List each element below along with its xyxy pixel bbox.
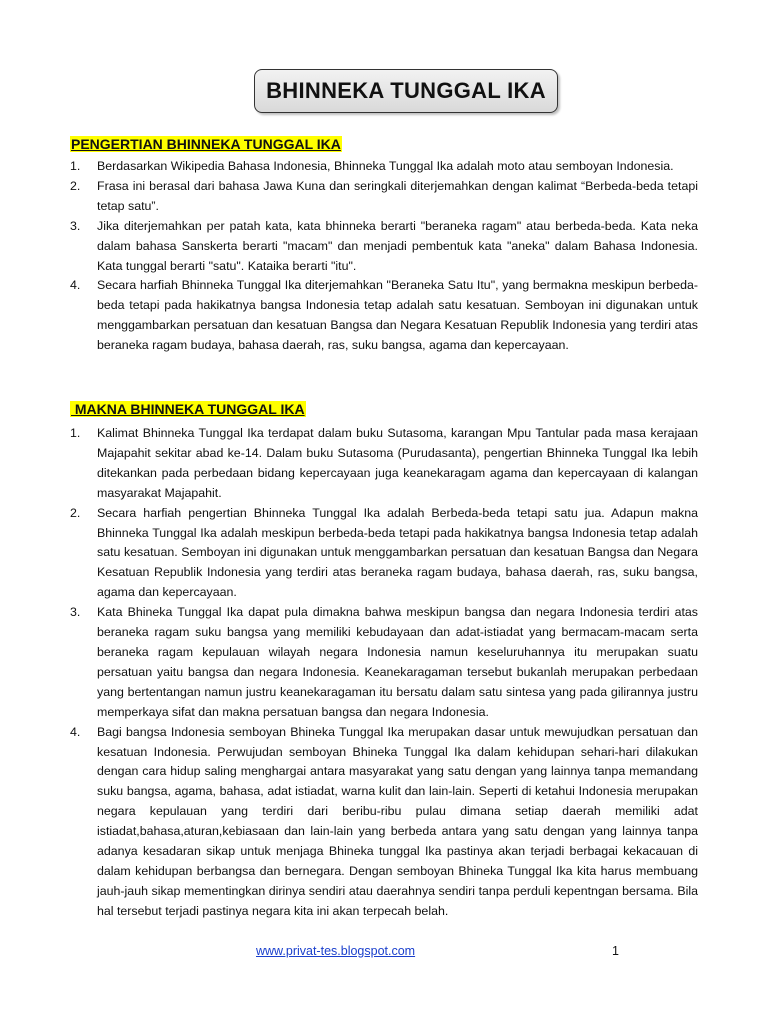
- page-title-text: BHINNEKA TUNGGAL IKA: [266, 78, 546, 103]
- list-item-number: 3.: [70, 218, 81, 233]
- list-item-text: Bagi bangsa Indonesia semboyan Bhineka Tunggal Ika merupakan dasar untuk mewujudkan persatuan dan kesatuan Indonesia. Perwujudan semboyan Bhineka Tunggal Ika dalam kehidupan sehari-hari dilakukan dengan cara hidup saling menghargai antara masyarakat yang satu dengan yang lainnya tanpa memandang suku bangsa, agama, bahasa, adat istiadat, warna kulit dan lain-lain. Seperti di ketahui Indonesia merupakan negara kepulauan yang terdiri dari beribu-ribu pulau dimana setiap daerah memiliki adat istiadat,bahasa,aturan,kebiasaan dan lain-lain yang berbeda antara yang satu dengan yang lainnya tanpa adanya kesadaran sikap untuk menjaga Bhineka tunggal Ika pastinya akan terjadi berbagai kekacauan di dalam kehidupan berbangsa dan bernegara. Dengan semboyan Bhineka Tunggal Ika kita harus membuang jauh-jauh sikap mementingkan dirinya sendiri atau daerahnya sendiri tanpa perduli kepentngan bersama. Bila hal tersebut terjadi pastinya negara kita ini akan terpecah belah.: [97, 724, 698, 918]
- list-item: [70, 276, 698, 356]
- list-item: [70, 217, 698, 277]
- list-item-text: Kata Bhineka Tunggal Ika dapat pula dimakna bahwa meskipun bangsa dan negara Indonesia terdiri atas beraneka ragam suku bangsa yang memiliki kebudayaan dan adat-istiadat yang bermacam-macam serta beraneka ragam kepulauan wilayah negara Indonesia namun keseluruhannya itu merupakan suatu persatuan yaitu bangsa dan negara Indonesia. Keanekaragaman tersebut bukanlah merupakan perbedaan yang bertentangan namun justru keanekaragaman itu bersatu dalam satu sintesa yang pada gilirannya justru memperkaya sifat dan makna persatuan bangsa dan negara Indonesia.: [97, 605, 698, 719]
- list-item: [70, 504, 698, 604]
- list-item-number: 3.: [70, 605, 81, 620]
- list-item-number: 2.: [70, 505, 81, 520]
- list-item-text: Secara harfiah Bhinneka Tunggal Ika diterjemahkan "Beraneka Satu Itu", yang bermakna meskipun berbeda-beda tetapi pada hakikatnya bangsa Indonesia tetap adalah satu kesatuan. Semboyan ini digunakan untuk menggambarkan persatuan dan kesatuan Bangsa dan Negara Kesatuan Republik Indonesia yang terdiri atas beraneka ragam budaya, bahasa daerah, ras, suku bangsa, agama dan kepercayaan.: [97, 278, 698, 353]
- list-item-number: 2.: [70, 178, 81, 193]
- page-number: 1: [612, 944, 619, 958]
- list-item: [70, 157, 698, 177]
- section-heading-makna: MAKNA BHINNEKA TUNGGAL IKA: [71, 401, 305, 417]
- list-item-text: Frasa ini berasal dari bahasa Jawa Kuna dan seringkali diterjemahkan dengan kalimat “Berbeda-beda tetapi tetap satu”.: [97, 178, 698, 213]
- list-item-text: Secara harfiah pengertian Bhinneka Tunggal Ika adalah Berbeda-beda tetapi satu jua. Adapun makna Bhinneka Tunggal Ika adalah meskipun berbeda-beda tetapi pada hakikatnya bangsa Indonesia tetap adalah satu kesatuan. Semboyan ini digunakan untuk menggambarkan persatuan dan kesatuan Bangsa dan Negara Kesatuan Republik Indonesia yang terdiri atas beraneka ragam budaya, bahasa daerah, ras, suku bangsa, agama dan kepercayaan.: [97, 505, 698, 600]
- list-item-text: Kalimat Bhinneka Tunggal Ika terdapat dalam buku Sutasoma, karangan Mpu Tantular pada masa kerajaan Majapahit sekitar abad ke-14. Dalam buku Sutasoma (Purudasanta), pengertian Bhinneka Tunggal Ika lebih ditekankan pada perbedaan bidang kepercayaan juga keanekaragam agama dan kepercayaan di kalangan masyarakat Majapahit.: [97, 426, 698, 500]
- list-item-text: Berdasarkan Wikipedia Bahasa Indonesia, Bhinneka Tunggal Ika adalah moto atau semboyan Indonesia.: [97, 159, 674, 173]
- list-item: [70, 177, 698, 217]
- page-title: [254, 69, 558, 113]
- list-item-number: 4.: [70, 724, 81, 739]
- makna-list: [70, 424, 698, 922]
- pengertian-list: [70, 157, 698, 356]
- list-item: [70, 424, 698, 504]
- list-item-text: Jika diterjemahkan per patah kata, kata bhinneka berarti "beraneka ragam" atau berbeda-beda. Kata neka dalam bahasa Sanskerta berarti "macam" dan menjadi pembentuk kata "aneka" dalam Bahasa Indonesia. Kata tunggal berarti "satu". Kataika berarti "itu".: [97, 218, 698, 273]
- footer-blog-link[interactable]: www.privat-tes.blogspot.com: [256, 944, 416, 958]
- section-heading-pengertian: PENGERTIAN BHINNEKA TUNGGAL IKA: [71, 136, 341, 152]
- list-item: [70, 723, 698, 922]
- list-item-number: 1.: [70, 159, 81, 173]
- list-item-number: 4.: [70, 278, 81, 293]
- list-item: [70, 603, 698, 722]
- list-item-number: 1.: [70, 426, 81, 440]
